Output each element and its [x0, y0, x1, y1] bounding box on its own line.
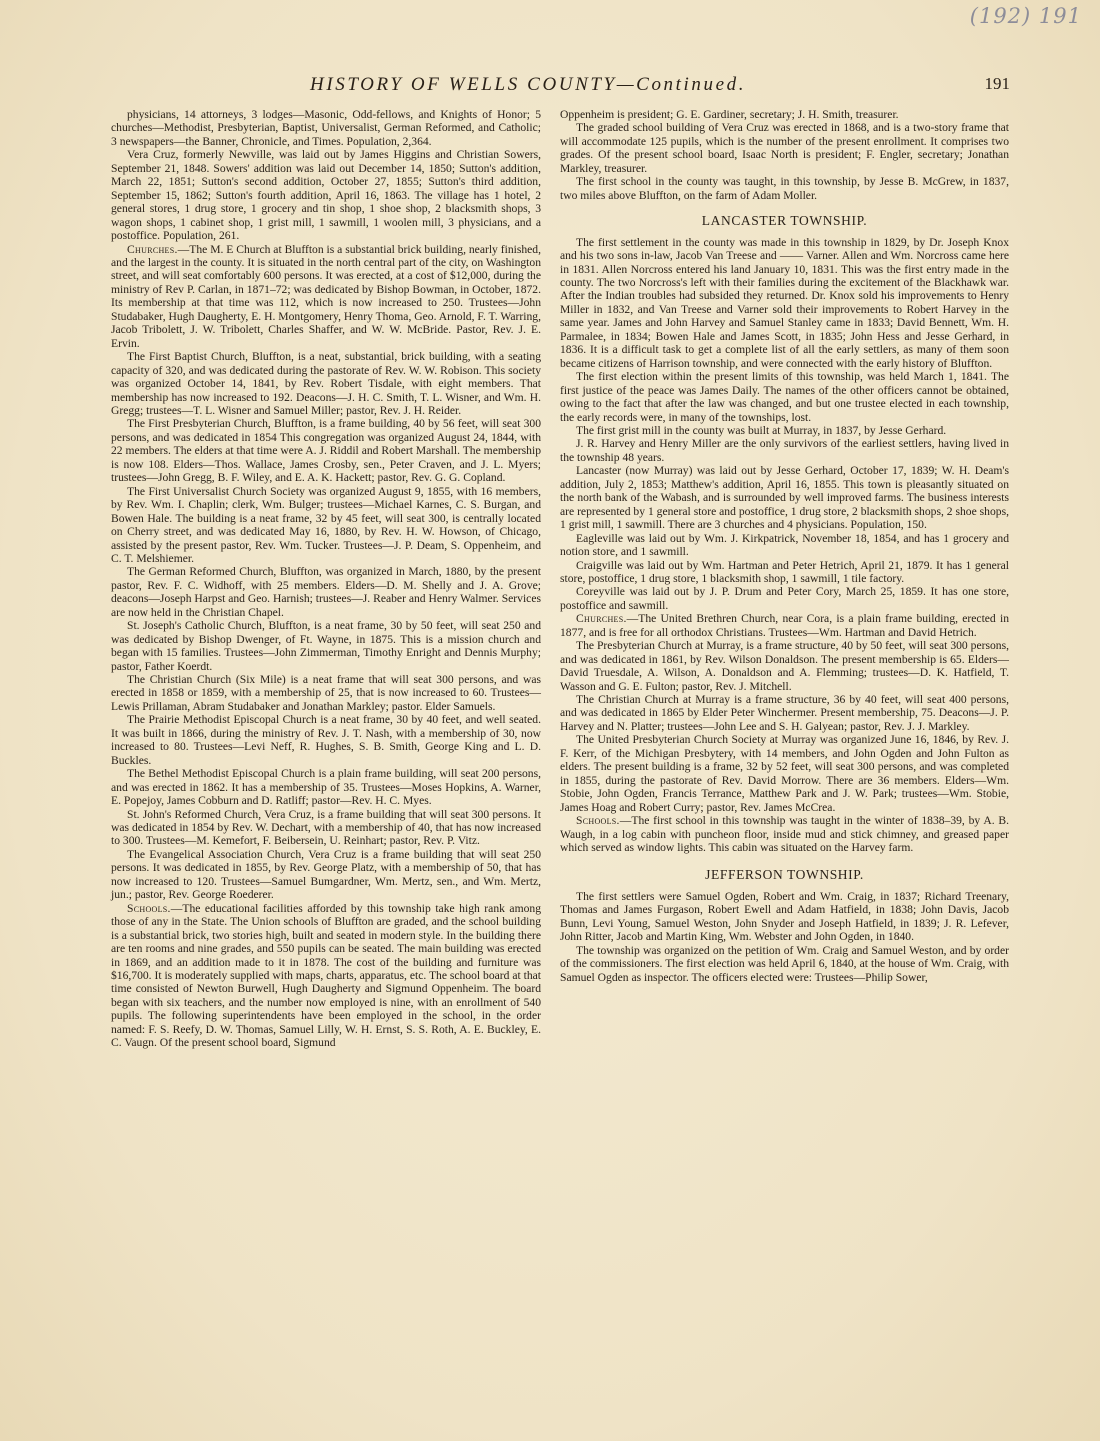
lancaster-township-heading: LANCASTER TOWNSHIP.	[701, 213, 868, 229]
paragraph-text: —The first school in this township was taught in the winter of 1838–39, by A. B. Waugh, in a log cabin with puncheon floor, inside mud and stick chimney, and greased paper which served as window lights. This cabin was situated on the Harvey farm.	[560, 814, 1009, 855]
paragraph	[560, 108, 1009, 121]
paragraph	[560, 733, 1009, 814]
paragraph-lead: Churches.	[127, 242, 178, 256]
paragraph-text: The first settlers were Samuel Ogden, Robert and Wm. Craig, in 1837; Richard Treenary, Thomas and James Furgason, Robert Ewell and Adam Hatfield, in 1838; John Davis, Jacob Bunn, Levi Young, Samuel Weston, John Snyder and Joseph Hatfield, in 1839; J. R. Lefever, John Ritter, Jacob and Martin King, Wm. Webster and John Ogden, in 1840.	[560, 889, 1009, 944]
paragraph	[560, 370, 1009, 424]
paragraph	[111, 243, 541, 351]
paragraph	[560, 175, 1009, 202]
page-header	[110, 74, 1010, 100]
paragraph-text: The First Presbyterian Church, Bluffton, is a frame building, 40 by 56 feet, will seat 300 persons, and was dedicated in 1854 This congregation was organized August 24, 1844, with 22 members. The elders at that time were A. J. Riddil and Robert Marshall. The membership is now 108. Elders—Thos. Wallace, James Crosby, sen., Peter Craven, and J. L. Myers; trustees—John Gregg, B. F. Wiley, and E. A. K. Hackett; pastor, Rev. G. G. Copland.	[111, 417, 541, 485]
paragraph-text: physicians, 14 attorneys, 3 lodges—Masonic, Odd-fellows, and Knights of Honor; 5 churches—Methodist, Presbyterian, Baptist, Universalist, German Reformed, and Catholic; 3 newspapers—the Banner, Chronicle, and Times. Population, 2,364.	[111, 108, 541, 148]
paragraph	[560, 693, 1009, 733]
paragraph-text: The United Presbyterian Church Society at Murray was organized June 16, 1846, by Rev. J. F. Kerr, of the Michigan Presbytery, with 14 members, and John Ogden and John Fulton as elders. The present building is a frame, 32 by 52 feet, will seat 300 persons, and was completed in 1855, during the pastorate of Rev. David Morrow. There are 36 members. Elders—Wm. Stobie, John Ogden, Francis Terrance, Matthew Park and J. W. Park; trustees—Wm. Stobie, James Hoag and Robert Curry; pastor, Rev. James McCrea.	[560, 733, 1009, 814]
paragraph	[111, 713, 541, 767]
paragraph	[111, 108, 541, 148]
paragraph-text: The Prairie Methodist Episcopal Church is a neat frame, 30 by 40 feet, and well seated. It was built in 1866, during the ministry of Rev. J. T. Nash, with a membership of 30, now increased to 80. Trustees—Levi Neff, R. Hughes, S. B. Smith, George King and L. D. Buckles.	[111, 713, 541, 767]
running-head: HISTORY OF WELLS COUNTY—Continued.	[310, 74, 747, 95]
paragraph	[560, 814, 1009, 854]
paragraph-text: The Christian Church (Six Mile) is a neat frame that will seat 300 persons, and was erected in 1858 or 1859, with a membership of 25, that is now increased to 60. Trustees—Lewis Prillaman, Abram Studabaker and Jonathan Markley; pastor. Elder Samuels.	[111, 673, 541, 713]
paragraph-text: The Presbyterian Church at Murray, is a frame structure, 40 by 50 feet, will seat 300 persons, and was dedicated in 1861, by Rev. Wilson Donaldson. The present membership is 65. Elders—David Truesdale, A. Wilson, A. Donaldson and A. Flemming; trustees—D. K. Hatfield, T. Wasson and G. E. Fulton; pastor, Rev. J. Mitchell.	[560, 639, 1009, 693]
paragraph-text: The first election within the present limits of this township, was held March 1, 1841. The first justice of the peace was James Daily. The names of the other officers cannot be obtained, owing to the fact that after the law was changed, and but one trustee elected in each township, the early records were, in many of the townships, lost.	[560, 370, 1009, 424]
paragraph-text: St. Joseph's Catholic Church, Bluffton, is a neat frame, 30 by 50 feet, will seat 250 and was dedicated by Bishop Dwenger, of Ft. Wayne, in 1875. This is a mission church and began with 15 families. Trustees—John Zimmerman, Timothy Enright and Dennis Murphy; pastor, Father Koerdt.	[111, 619, 541, 673]
paragraph	[111, 673, 541, 713]
paragraph	[111, 148, 541, 242]
paragraph-text: The first grist mill in the county was built at Murray, in 1837, by Jesse Gerhard.	[576, 423, 947, 437]
jefferson-township-heading: JEFFERSON TOWNSHIP.	[705, 867, 864, 883]
paragraph-text: St. John's Reformed Church, Vera Cruz, is a frame building that will seat 300 persons. It was dedicated in 1854 by Rev. W. Dechart, with a membership of 40, that has now increased to 300. Trustees—M. Kemefort, F. Beibersein, U. Reinhart; pastor, Rev. P. Vitz.	[111, 807, 541, 848]
handwritten-page-note: (192) 191	[969, 4, 1082, 28]
paragraph	[560, 464, 1009, 531]
paragraph-text: Oppenheim is president; G. E. Gardiner, secretary; J. H. Smith, treasurer.	[560, 108, 899, 121]
paragraph	[560, 437, 1009, 464]
paragraph-text: The Evangelical Association Church, Vera Cruz is a frame building that will seat 250 persons. It was dedicated in 1855, by Rev. George Platz, with a membership of 50, that has now increased to 120. Trustees—Samuel Bumgardner, Wm. Mertz, sen., and Wm. Mertz, jun.; pastor, Rev. George Roederer.	[111, 847, 541, 902]
paragraph-text: The Bethel Methodist Episcopal Church is a plain frame building, will seat 200 persons, and was erected in 1862. It has a membership of 35. Trustees—Moses Hopkins, A. Warner, E. Popejoy, James Cobburn and D. Ratliff; pastor—Rev. H. C. Myes.	[111, 767, 541, 808]
paragraph	[111, 619, 541, 673]
paragraph	[560, 121, 1009, 175]
paragraph-text: —The United Brethren Church, near Cora, is a plain frame building, erected in 1877, and is free for all orthodox Christians. Trustees—Wm. Hartman and David Hetrich.	[560, 612, 1009, 639]
right-column	[560, 108, 1009, 984]
paragraph-lead: Churches.	[576, 612, 627, 626]
paragraph-text: Coreyville was laid out by J. P. Drum and Peter Cory, March 25, 1859. It has one store, postoffice and sawmill.	[560, 585, 1009, 612]
paragraph-text: The first settlement in the county was made in this township in 1829, by Dr. Joseph Knox and his two sons in-law, Jacob Van Treese and —— Varner. Allen and Wm. Norcross came here in 1831. Allen Norcross entered his land January 10, 1831. This was the first entry made in the county. The two Norcross's left with their families during the excitement of the Blackhawk war. After the Indian troubles had subsided they returned. Dr. Knox sold his improvements to Henry Miller in 1832, and Van Treese and Varner sold their improvements to Robert Harvey in the same year. James and John Harvey and Samuel Stanley came in 1833; David Bennett, Wm. H. Parmalee, in 1834; Bowen Hale and James Scott, in 1835; John Hess and Jesse Gerhard, in 1836. It is a difficult task to get a complete list of all the early settlers, as many of them soon became citizens of Harrison township, and were connected with the early history of Bluffton.	[560, 235, 1009, 370]
paragraph-lead: Schools.	[576, 814, 620, 828]
paragraph	[560, 559, 1009, 586]
right-column-continuation	[560, 108, 1009, 202]
paragraph	[111, 485, 541, 566]
paragraph	[111, 565, 541, 619]
paragraph-text: The First Baptist Church, Bluffton, is a neat, substantial, brick building, with a seating capacity of 320, and was dedicated during the pastorate of Rev. W. W. Robison. This society was organized October 14, 1841, by Rev. Robert Tisdale, with eight members. That membership has now increased to 192. Deacons—J. H. C. Smith, T. L. Wisner, and Wm. H. Gregg; trustees—T. L. Wisner and Samuel Miller; pastor, Rev. J. H. Reider.	[111, 350, 541, 417]
paragraph	[111, 808, 541, 848]
page-number: 191	[984, 74, 1010, 93]
paragraph-text: The first school in the county was taught, in this township, by Jesse B. McGrew, in 1837, two miles above Bluffton, on the farm of Adam Moller.	[560, 175, 1009, 202]
paragraph-text: Eagleville was laid out by Wm. J. Kirkpatrick, November 18, 1854, and has 1 grocery and notion store, and 1 sawmill.	[560, 531, 1009, 559]
paragraph	[560, 612, 1009, 639]
paragraph-text: The German Reformed Church, Bluffton, was organized in March, 1880, by the present pastor, Rev. F. C. Widhoff, with 25 members. Elders—D. M. Shelly and J. A. Grove; deacons—Joseph Harpst and Geo. Harnish; trustees—J. Reaber and Henry Walmer. Services are now held in the Christian Chapel.	[111, 565, 541, 619]
paragraph-text: Craigville was laid out by Wm. Hartman and Peter Hetrich, April 21, 1879. It has 1 general store, postoffice, 1 drug store, 1 blacksmith shop, 1 sawmill, 1 tile factory.	[560, 558, 1009, 585]
paragraph-text: —The M. E Church at Bluffton is a substantial brick building, nearly finished, and the largest in the county. It is situated in the north central part of the city, on Washington street, and will seat comfortably 600 persons. It was erected, at a cost of $12,000, during the ministry of Rev P. Carlan, in 1871–72; was dedicated by Bishop Bowman, in October, 1872. Its membership at that time was 112, which is now increased to 250. Trustees—John Studabaker, Hugh Daugherty, E. H. Montgomery, Henry Thoma, Geo. Arnold, F. T. Warring, Jacob Tribolett, J. W. Tribolett, Charles Shaffer, and W. W. McBride. Pastor, Rev. J. E. Ervin.	[111, 242, 541, 350]
left-column	[111, 108, 541, 1050]
paragraph	[111, 848, 541, 902]
paragraph-text: The township was organized on the petition of Wm. Craig and Samuel Weston, and by order of the commissioners. The first election was held April 6, 1840, at the house of Wm. Craig, with Samuel Ogden as inspector. The officers elected were: Trustees—Philip Sower,	[560, 943, 1009, 984]
jefferson-township-section	[560, 890, 1009, 984]
paragraph	[560, 890, 1009, 944]
paragraph-text: The First Universalist Church Society was organized August 9, 1855, with 16 members, by Rev. Wm. I. Chaplin; clerk, Wm. Bulger; trustees—Michael Karnes, C. S. Burgan, and Bowen Hale. The building is a neat frame, 32 by 45 feet, will seat 300, is centrally located on Cherry street, and was dedicated May 16, 1880, by Rev. H. W. Howson, of Chicago, assisted by the present pastor, Rev. Wm. Tucker. Trustees—J. P. Deam, S. Oppenheim, and C. T. Melshiemer.	[111, 484, 541, 565]
paragraph-text: —The educational facilities afforded by this township take high rank among those of any in the State. The Union schools of Bluffton are graded, and the school building is a substantial brick, two stories high, built and seated in modern style. In the building there are ten rooms and nine grades, and 550 pupils can be seated. The main building was erected in 1869, and an addition made to it in 1878. The cost of the building and furniture was $16,700. It is moderately supplied with maps, charts, apparatus, etc. The school board at that time consisted of Newton Burwell, Hugh Daugherty and Sigmund Oppenheim. The board began with six teachers, and the number now employed is nine, with an enrollment of 540 pupils. The following superintendents have been employed in the school, in the order named: F. S. Reefy, D. W. Thomas, Samuel Lilly, W. H. Ernst, S. S. Roth, A. E. Buckley, E. C. Vaugn. Of the present school board, Sigmund	[111, 901, 541, 1050]
paragraph	[560, 585, 1009, 612]
lancaster-township-section	[560, 236, 1009, 855]
paragraph-text: J. R. Harvey and Henry Miller are the only survivors of the earliest settlers, having lived in the township 48 years.	[560, 437, 1009, 464]
paragraph-text: The graded school building of Vera Cruz was erected in 1868, and is a two-story frame that will accommodate 125 pupils, which is the number of the present enrollment. It comprises two grades. Of the present school board, Isaac North is president; F. Engler, secretary; Jonathan Markley, treasurer.	[560, 121, 1009, 175]
paragraph-lead: Schools.	[127, 901, 171, 915]
paragraph	[560, 532, 1009, 559]
paragraph	[111, 350, 541, 417]
paragraph	[111, 417, 541, 484]
paragraph	[560, 944, 1009, 984]
paragraph	[560, 236, 1009, 371]
paragraph-text: The Christian Church at Murray is a frame structure, 36 by 40 feet, will seat 400 persons, and was dedicated in 1865 by Elder Peter Winchermer. Present membership, 75. Deacons—J. P. Harvey and N. Platter; trustees—John Lee and S. H. Galyean; pastor, Rev. J. J. Markley.	[560, 693, 1009, 733]
paragraph	[560, 639, 1009, 693]
paragraph-text: Lancaster (now Murray) was laid out by Jesse Gerhard, October 17, 1839; W. H. Deam's addition, July 2, 1853; Matthew's addition, April 16, 1855. This town is pleasantly situated on the north bank of the Wabash, and is surrounded by well improved farms. The business interests are represented by 1 general store and postoffice, 1 drug store, 2 blacksmith shops, 2 shoe shops, 1 grist mill, 1 sawmill. There are 3 churches and 4 physicians. Population, 150.	[560, 464, 1009, 532]
paragraph	[560, 424, 1009, 437]
paragraph-text: Vera Cruz, formerly Newville, was laid out by James Higgins and Christian Sowers, September 21, 1848. Sowers' addition was laid out December 14, 1850; Sutton's addition, March 22, 1851; Sutton's second addition, October 27, 1855; Sutton's third addition, September 15, 1862; Sutton's fourth addition, April 16, 1863. The village has 1 hotel, 2 general stores, 1 drug store, 1 grocery and tin shop, 1 shoe shop, 2 blacksmith shops, 3 wagon shops, 1 cabinet shop, 1 grist mill, 1 sawmill, 1 woolen mill, 3 physicians, and a postoffice. Population, 261.	[111, 148, 541, 243]
paragraph	[111, 767, 541, 807]
paragraph	[111, 902, 541, 1050]
